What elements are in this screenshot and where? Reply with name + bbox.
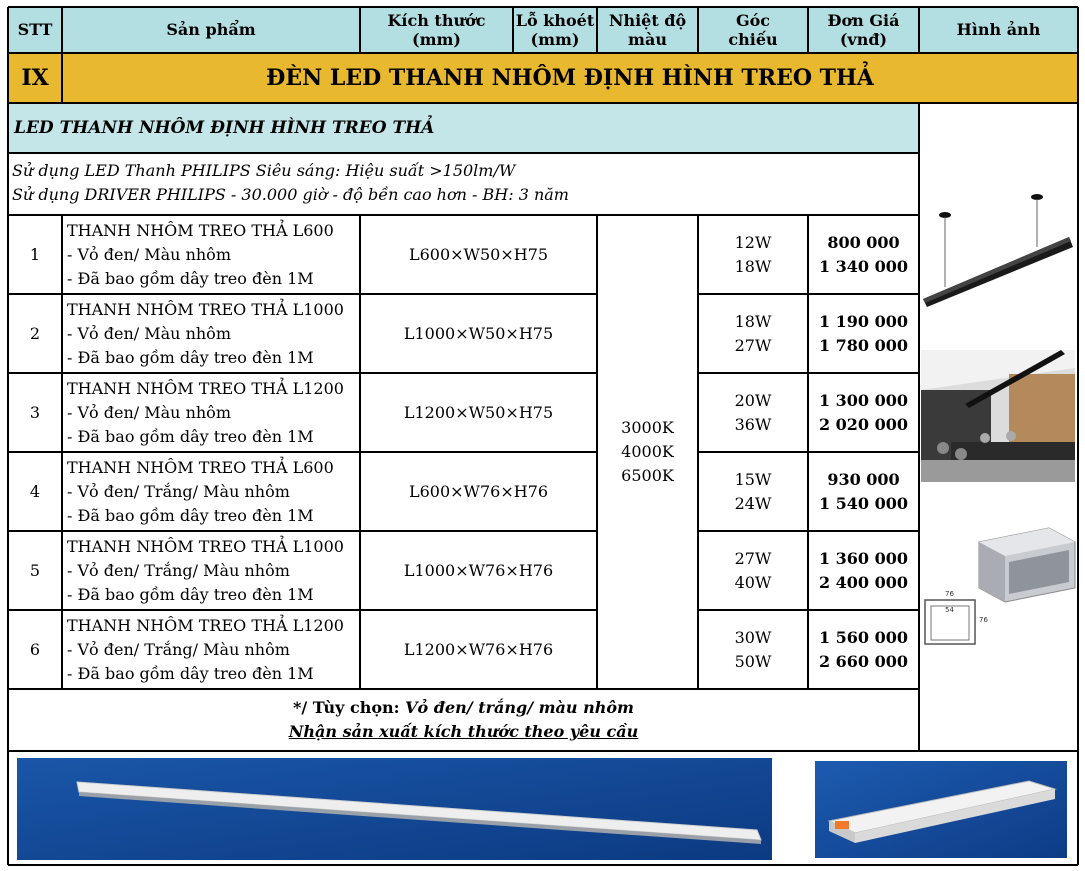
notes	[8, 153, 919, 215]
grid-line	[697, 215, 699, 689]
row-wattage	[698, 373, 808, 452]
row-price	[808, 294, 919, 373]
grid-line	[359, 7, 361, 53]
row-stt-value: 3	[29, 402, 41, 422]
size-value: L1200×W50×H75	[403, 402, 554, 422]
price-value: 1 340 000	[818, 256, 909, 276]
note-line: Sử dụng LED Thanh PHILIPS Siêu sáng: Hiệu suất >150lm/W	[12, 161, 516, 180]
row-price	[808, 373, 919, 452]
grid-line	[61, 7, 63, 103]
row-stt	[8, 610, 62, 689]
row-wattage	[698, 531, 808, 610]
row-price	[808, 531, 919, 610]
product-name: THANH NHÔM TREO THẢ L1000	[67, 300, 344, 319]
profile-height-label: 76	[979, 616, 988, 624]
row-product	[62, 373, 360, 452]
row-size	[360, 294, 597, 373]
size-value: L600×W76×H76	[408, 481, 549, 501]
row-stt-value: 5	[29, 560, 41, 580]
row-product	[62, 452, 360, 531]
driver-image	[815, 761, 1067, 858]
wattage-value: 27W	[734, 335, 772, 355]
grid-line	[807, 7, 809, 53]
row-stt	[8, 373, 62, 452]
grid-line	[512, 7, 514, 53]
cct-value: 4000K	[621, 442, 674, 461]
grid-line	[8, 372, 597, 374]
row-stt	[8, 294, 62, 373]
aluminum-profile-image	[919, 522, 1077, 652]
product-color: - Vỏ đen/ Màu nhôm	[67, 245, 231, 264]
options-line	[293, 696, 634, 720]
grid-line	[8, 152, 919, 154]
size-value: L600×W50×H75	[408, 244, 549, 264]
led-strip-image	[17, 758, 772, 860]
price-value: 800 000	[827, 232, 900, 252]
profile-width-label: 76	[945, 590, 954, 598]
grid-line	[8, 293, 597, 295]
product-color: - Vỏ đen/ Trắng/ Màu nhôm	[67, 561, 290, 580]
grid-line	[8, 530, 597, 532]
grid-line	[807, 215, 809, 689]
office-room-image	[921, 350, 1075, 482]
subheader: LED THANH NHÔM ĐỊNH HÌNH TREO THẢ	[8, 103, 919, 153]
grid-line	[8, 864, 1078, 866]
row-wattage	[698, 215, 808, 294]
row-price	[808, 610, 919, 689]
product-name: THANH NHÔM TREO THẢ L600	[67, 458, 334, 477]
product-wire: - Đã bao gồm dây treo đèn 1M	[67, 585, 314, 604]
header-image: Hình ảnh	[919, 7, 1078, 53]
grid-line	[918, 103, 920, 751]
cct-cell	[597, 215, 698, 689]
grid-line	[1077, 7, 1079, 865]
header-price: Đơn Giá (vnđ)	[808, 7, 919, 53]
grid-line	[7, 7, 9, 865]
wattage-value: 40W	[734, 572, 772, 592]
price-value: 1 360 000	[818, 548, 909, 568]
header-size: Kích thước (mm)	[360, 7, 513, 53]
row-price	[808, 215, 919, 294]
size-value: L1200×W76×H76	[403, 639, 554, 659]
wattage-value: 50W	[734, 651, 772, 671]
grid-line	[61, 215, 63, 689]
wattage-value: 27W	[734, 548, 772, 568]
pendant-light-image	[919, 185, 1077, 315]
row-size	[360, 610, 597, 689]
price-value: 2 400 000	[818, 572, 909, 592]
profile-inner-label: 54	[945, 606, 954, 614]
product-wire: - Đã bao gồm dây treo đèn 1M	[67, 269, 314, 288]
wattage-value: 15W	[734, 469, 772, 489]
price-value: 930 000	[827, 469, 900, 489]
grid-line	[596, 215, 598, 689]
size-value: L1000×W50×H75	[403, 323, 554, 343]
price-value: 1 780 000	[818, 335, 909, 355]
row-stt	[8, 452, 62, 531]
options-value: Vỏ đen/ trắng/ màu nhôm	[405, 698, 634, 717]
grid-line	[8, 609, 597, 611]
product-name: THANH NHÔM TREO THẢ L600	[67, 221, 334, 240]
header-cct: Nhiệt độ màu	[597, 7, 698, 53]
price-value: 2 660 000	[818, 651, 909, 671]
cct-value: 6500K	[621, 466, 674, 485]
price-value: 1 540 000	[818, 493, 909, 513]
product-name: THANH NHÔM TREO THẢ L1200	[67, 616, 344, 635]
row-size	[360, 452, 597, 531]
product-wire: - Đã bao gồm dây treo đèn 1M	[67, 664, 314, 683]
section-title: ĐÈN LED THANH NHÔM ĐỊNH HÌNH TREO THẢ	[62, 53, 1078, 103]
row-size	[360, 373, 597, 452]
header-angle: Góc chiếu	[698, 7, 808, 53]
wattage-value: 36W	[734, 414, 772, 434]
product-name: THANH NHÔM TREO THẢ L1000	[67, 537, 344, 556]
size-value: L1000×W76×H76	[403, 560, 554, 580]
wattage-value: 18W	[734, 311, 772, 331]
grid-line	[596, 7, 598, 53]
note-line: Sử dụng DRIVER PHILIPS - 30.000 giờ - độ bền cao hơn - BH: 3 năm	[12, 185, 569, 204]
product-wire: - Đã bao gồm dây treo đèn 1M	[67, 506, 314, 525]
row-stt	[8, 215, 62, 294]
row-size	[360, 531, 597, 610]
wattage-value: 30W	[734, 627, 772, 647]
price-value: 2 020 000	[818, 414, 909, 434]
product-wire: - Đã bao gồm dây treo đèn 1M	[67, 348, 314, 367]
row-stt	[8, 531, 62, 610]
header-cutout: Lỗ khoét (mm)	[513, 7, 597, 53]
row-size	[360, 215, 597, 294]
row-product	[62, 610, 360, 689]
price-value: 1 300 000	[818, 390, 909, 410]
product-name: THANH NHÔM TREO THẢ L1200	[67, 379, 344, 398]
grid-line	[8, 688, 919, 690]
price-value: 1 190 000	[818, 311, 909, 331]
row-wattage	[698, 610, 808, 689]
wattage-value: 20W	[734, 390, 772, 410]
row-product	[62, 215, 360, 294]
wattage-value: 12W	[734, 232, 772, 252]
row-stt-value: 6	[29, 639, 41, 659]
row-product	[62, 531, 360, 610]
row-stt-value: 2	[29, 323, 41, 343]
row-stt-value: 1	[29, 244, 41, 264]
grid-line	[359, 215, 361, 689]
section-number: IX	[8, 53, 62, 103]
header-product: Sản phẩm	[62, 7, 360, 53]
product-color: - Vỏ đen/ Màu nhôm	[67, 403, 231, 422]
header-stt: STT	[8, 7, 62, 53]
options-cell	[8, 689, 919, 751]
cct-value: 3000K	[621, 418, 674, 437]
row-product	[62, 294, 360, 373]
product-color: - Vỏ đen/ Trắng/ Màu nhôm	[67, 482, 290, 501]
grid-line	[918, 7, 920, 53]
product-color: - Vỏ đen/ Trắng/ Màu nhôm	[67, 640, 290, 659]
wattage-value: 24W	[734, 493, 772, 513]
product-wire: - Đã bao gồm dây treo đèn 1M	[67, 427, 314, 446]
product-color: - Vỏ đen/ Màu nhôm	[67, 324, 231, 343]
row-wattage	[698, 452, 808, 531]
custom-size-note: Nhận sản xuất kích thước theo yêu cầu	[288, 722, 639, 741]
grid-line	[697, 7, 699, 53]
options-label: */ Tùy chọn:	[293, 698, 400, 717]
wattage-value: 18W	[734, 256, 772, 276]
row-wattage	[698, 294, 808, 373]
row-price	[808, 452, 919, 531]
grid-line	[8, 214, 919, 216]
price-value: 1 560 000	[818, 627, 909, 647]
row-stt-value: 4	[29, 481, 41, 501]
grid-line	[8, 451, 597, 453]
